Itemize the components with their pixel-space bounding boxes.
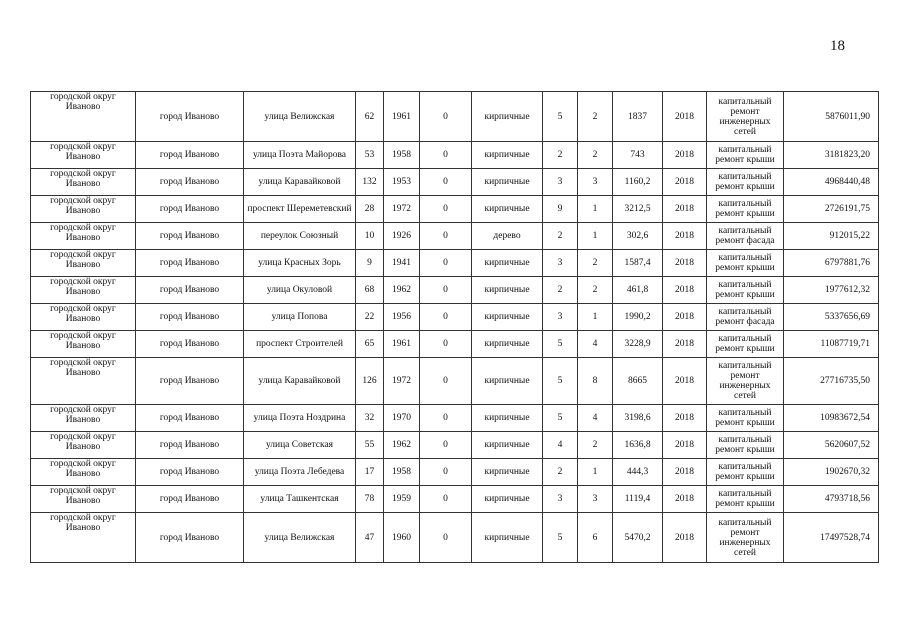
settlement-cell: город Иваново <box>136 92 244 142</box>
district-cell: городской округ Иваново <box>31 405 136 432</box>
area-cell: 1160,2 <box>613 169 663 196</box>
street-cell: улица Поэта Ноздрина <box>244 405 356 432</box>
floors-cell: 2 <box>543 142 578 169</box>
settlement-cell: город Иваново <box>136 196 244 223</box>
area-cell: 444,3 <box>613 459 663 486</box>
wall-material-cell: кирпичные <box>472 459 543 486</box>
zero-value-cell: 0 <box>420 169 472 196</box>
floors-cell: 5 <box>543 92 578 142</box>
area-cell: 3228,9 <box>613 331 663 358</box>
floors-cell: 2 <box>543 459 578 486</box>
work-type-cell: капитальный ремонт крыши <box>707 459 784 486</box>
street-cell: улица Поэта Лебедева <box>244 459 356 486</box>
table-row <box>31 304 879 331</box>
zero-value-cell: 0 <box>420 486 472 513</box>
floors-cell: 5 <box>543 331 578 358</box>
cost-cell: 11087719,71 <box>784 331 879 358</box>
zero-value-cell: 0 <box>420 304 472 331</box>
work-type-cell: капитальный ремонт инженерных сетей <box>707 358 784 405</box>
plan-year-cell: 2018 <box>663 223 707 250</box>
table-row <box>31 250 879 277</box>
work-type-cell: капитальный ремонт инженерных сетей <box>707 513 784 563</box>
house-number-cell: 53 <box>356 142 384 169</box>
entrances-cell: 2 <box>578 277 613 304</box>
district-cell: городской округ Иваново <box>31 142 136 169</box>
cost-cell: 5620607,52 <box>784 432 879 459</box>
work-type-cell: капитальный ремонт инженерных сетей <box>707 92 784 142</box>
entrances-cell: 1 <box>578 196 613 223</box>
settlement-cell: город Иваново <box>136 513 244 563</box>
wall-material-cell: кирпичные <box>472 405 543 432</box>
house-number-cell: 22 <box>356 304 384 331</box>
year-built-cell: 1962 <box>384 432 420 459</box>
floors-cell: 3 <box>543 250 578 277</box>
house-number-cell: 78 <box>356 486 384 513</box>
zero-value-cell: 0 <box>420 223 472 250</box>
entrances-cell: 2 <box>578 432 613 459</box>
zero-value-cell: 0 <box>420 513 472 563</box>
settlement-cell: город Иваново <box>136 223 244 250</box>
area-cell: 461,8 <box>613 277 663 304</box>
year-built-cell: 1962 <box>384 277 420 304</box>
settlement-cell: город Иваново <box>136 250 244 277</box>
house-number-cell: 28 <box>356 196 384 223</box>
settlement-cell: город Иваново <box>136 486 244 513</box>
zero-value-cell: 0 <box>420 405 472 432</box>
floors-cell: 5 <box>543 358 578 405</box>
work-type-cell: капитальный ремонт крыши <box>707 196 784 223</box>
area-cell: 1990,2 <box>613 304 663 331</box>
year-built-cell: 1970 <box>384 405 420 432</box>
house-number-cell: 55 <box>356 432 384 459</box>
table-row <box>31 169 879 196</box>
year-built-cell: 1956 <box>384 304 420 331</box>
settlement-cell: город Иваново <box>136 169 244 196</box>
zero-value-cell: 0 <box>420 196 472 223</box>
street-cell: переулок Союзный <box>244 223 356 250</box>
district-cell: городской округ Иваново <box>31 358 136 405</box>
entrances-cell: 2 <box>578 92 613 142</box>
wall-material-cell: кирпичные <box>472 142 543 169</box>
floors-cell: 5 <box>543 513 578 563</box>
area-cell: 1119,4 <box>613 486 663 513</box>
area-cell: 8665 <box>613 358 663 405</box>
district-cell: городской округ Иваново <box>31 169 136 196</box>
zero-value-cell: 0 <box>420 142 472 169</box>
entrances-cell: 3 <box>578 169 613 196</box>
table-row <box>31 486 879 513</box>
table-row <box>31 223 879 250</box>
work-type-cell: капитальный ремонт крыши <box>707 331 784 358</box>
cost-cell: 4793718,56 <box>784 486 879 513</box>
page-number: 18 <box>830 38 845 54</box>
floors-cell: 2 <box>543 223 578 250</box>
wall-material-cell: кирпичные <box>472 513 543 563</box>
settlement-cell: город Иваново <box>136 304 244 331</box>
area-cell: 3212,5 <box>613 196 663 223</box>
street-cell: улица Советская <box>244 432 356 459</box>
house-number-cell: 47 <box>356 513 384 563</box>
district-cell: городской округ Иваново <box>31 196 136 223</box>
wall-material-cell: кирпичные <box>472 250 543 277</box>
floors-cell: 5 <box>543 405 578 432</box>
settlement-cell: город Иваново <box>136 358 244 405</box>
wall-material-cell: дерево <box>472 223 543 250</box>
year-built-cell: 1961 <box>384 331 420 358</box>
settlement-cell: город Иваново <box>136 405 244 432</box>
wall-material-cell: кирпичные <box>472 432 543 459</box>
district-cell: городской округ Иваново <box>31 304 136 331</box>
settlement-cell: город Иваново <box>136 142 244 169</box>
entrances-cell: 2 <box>578 142 613 169</box>
plan-year-cell: 2018 <box>663 486 707 513</box>
floors-cell: 2 <box>543 277 578 304</box>
street-cell: улица Велижская <box>244 92 356 142</box>
plan-year-cell: 2018 <box>663 304 707 331</box>
floors-cell: 9 <box>543 196 578 223</box>
street-cell: улица Окуловой <box>244 277 356 304</box>
work-type-cell: капитальный ремонт крыши <box>707 142 784 169</box>
zero-value-cell: 0 <box>420 277 472 304</box>
plan-year-cell: 2018 <box>663 459 707 486</box>
district-cell: городской округ Иваново <box>31 486 136 513</box>
table-row <box>31 513 879 563</box>
zero-value-cell: 0 <box>420 250 472 277</box>
wall-material-cell: кирпичные <box>472 196 543 223</box>
plan-year-cell: 2018 <box>663 169 707 196</box>
work-type-cell: капитальный ремонт крыши <box>707 486 784 513</box>
table-row <box>31 196 879 223</box>
plan-year-cell: 2018 <box>663 142 707 169</box>
cost-cell: 17497528,74 <box>784 513 879 563</box>
wall-material-cell: кирпичные <box>472 277 543 304</box>
street-cell: улица Каравайковой <box>244 169 356 196</box>
register-table <box>30 91 879 563</box>
year-built-cell: 1958 <box>384 142 420 169</box>
floors-cell: 3 <box>543 169 578 196</box>
street-cell: улица Каравайковой <box>244 358 356 405</box>
wall-material-cell: кирпичные <box>472 169 543 196</box>
area-cell: 1837 <box>613 92 663 142</box>
floors-cell: 4 <box>543 432 578 459</box>
year-built-cell: 1960 <box>384 513 420 563</box>
work-type-cell: капитальный ремонт крыши <box>707 169 784 196</box>
year-built-cell: 1972 <box>384 358 420 405</box>
zero-value-cell: 0 <box>420 459 472 486</box>
area-cell: 5470,2 <box>613 513 663 563</box>
entrances-cell: 3 <box>578 486 613 513</box>
zero-value-cell: 0 <box>420 331 472 358</box>
cost-cell: 912015,22 <box>784 223 879 250</box>
year-built-cell: 1958 <box>384 459 420 486</box>
work-type-cell: капитальный ремонт фасада <box>707 304 784 331</box>
settlement-cell: город Иваново <box>136 459 244 486</box>
year-built-cell: 1972 <box>384 196 420 223</box>
district-cell: городской округ Иваново <box>31 277 136 304</box>
zero-value-cell: 0 <box>420 92 472 142</box>
plan-year-cell: 2018 <box>663 277 707 304</box>
year-built-cell: 1941 <box>384 250 420 277</box>
house-number-cell: 132 <box>356 169 384 196</box>
year-built-cell: 1953 <box>384 169 420 196</box>
street-cell: проспект Строителей <box>244 331 356 358</box>
district-cell: городской округ Иваново <box>31 331 136 358</box>
table-row <box>31 331 879 358</box>
entrances-cell: 1 <box>578 459 613 486</box>
cost-cell: 2726191,75 <box>784 196 879 223</box>
cost-cell: 5876011,90 <box>784 92 879 142</box>
cost-cell: 5337656,69 <box>784 304 879 331</box>
wall-material-cell: кирпичные <box>472 331 543 358</box>
street-cell: улица Велижская <box>244 513 356 563</box>
table-row <box>31 142 879 169</box>
plan-year-cell: 2018 <box>663 432 707 459</box>
table-row <box>31 405 879 432</box>
settlement-cell: город Иваново <box>136 432 244 459</box>
cost-cell: 27716735,50 <box>784 358 879 405</box>
house-number-cell: 17 <box>356 459 384 486</box>
plan-year-cell: 2018 <box>663 196 707 223</box>
plan-year-cell: 2018 <box>663 513 707 563</box>
house-number-cell: 65 <box>356 331 384 358</box>
entrances-cell: 6 <box>578 513 613 563</box>
work-type-cell: капитальный ремонт фасада <box>707 223 784 250</box>
street-cell: улица Поэта Майорова <box>244 142 356 169</box>
table-row <box>31 459 879 486</box>
zero-value-cell: 0 <box>420 358 472 405</box>
area-cell: 302,6 <box>613 223 663 250</box>
cost-cell: 1977612,32 <box>784 277 879 304</box>
wall-material-cell: кирпичные <box>472 486 543 513</box>
house-number-cell: 62 <box>356 92 384 142</box>
street-cell: проспект Шереметевский <box>244 196 356 223</box>
district-cell: городской округ Иваново <box>31 250 136 277</box>
work-type-cell: капитальный ремонт крыши <box>707 277 784 304</box>
year-built-cell: 1961 <box>384 92 420 142</box>
street-cell: улица Красных Зорь <box>244 250 356 277</box>
house-number-cell: 9 <box>356 250 384 277</box>
plan-year-cell: 2018 <box>663 405 707 432</box>
table-row <box>31 277 879 304</box>
settlement-cell: город Иваново <box>136 277 244 304</box>
cost-cell: 10983672,54 <box>784 405 879 432</box>
table-row <box>31 432 879 459</box>
table-row <box>31 92 879 142</box>
plan-year-cell: 2018 <box>663 331 707 358</box>
work-type-cell: капитальный ремонт крыши <box>707 405 784 432</box>
cost-cell: 3181823,20 <box>784 142 879 169</box>
district-cell: городской округ Иваново <box>31 223 136 250</box>
entrances-cell: 2 <box>578 250 613 277</box>
cost-cell: 4968440,48 <box>784 169 879 196</box>
plan-year-cell: 2018 <box>663 92 707 142</box>
wall-material-cell: кирпичные <box>472 92 543 142</box>
cost-cell: 6797881,76 <box>784 250 879 277</box>
floors-cell: 3 <box>543 486 578 513</box>
plan-year-cell: 2018 <box>663 250 707 277</box>
house-number-cell: 32 <box>356 405 384 432</box>
area-cell: 1587,4 <box>613 250 663 277</box>
area-cell: 743 <box>613 142 663 169</box>
cost-cell: 1902670,32 <box>784 459 879 486</box>
entrances-cell: 4 <box>578 405 613 432</box>
zero-value-cell: 0 <box>420 432 472 459</box>
floors-cell: 3 <box>543 304 578 331</box>
wall-material-cell: кирпичные <box>472 304 543 331</box>
house-number-cell: 68 <box>356 277 384 304</box>
work-type-cell: капитальный ремонт крыши <box>707 432 784 459</box>
area-cell: 1636,8 <box>613 432 663 459</box>
street-cell: улица Попова <box>244 304 356 331</box>
district-cell: городской округ Иваново <box>31 432 136 459</box>
house-number-cell: 10 <box>356 223 384 250</box>
entrances-cell: 1 <box>578 304 613 331</box>
work-type-cell: капитальный ремонт крыши <box>707 250 784 277</box>
settlement-cell: город Иваново <box>136 331 244 358</box>
year-built-cell: 1959 <box>384 486 420 513</box>
area-cell: 3198,6 <box>613 405 663 432</box>
district-cell: городской округ Иваново <box>31 459 136 486</box>
district-cell: городской округ Иваново <box>31 513 136 563</box>
plan-year-cell: 2018 <box>663 358 707 405</box>
street-cell: улица Ташкентская <box>244 486 356 513</box>
entrances-cell: 4 <box>578 331 613 358</box>
entrances-cell: 8 <box>578 358 613 405</box>
house-number-cell: 126 <box>356 358 384 405</box>
district-cell: городской округ Иваново <box>31 92 136 142</box>
table-row <box>31 358 879 405</box>
year-built-cell: 1926 <box>384 223 420 250</box>
wall-material-cell: кирпичные <box>472 358 543 405</box>
entrances-cell: 1 <box>578 223 613 250</box>
